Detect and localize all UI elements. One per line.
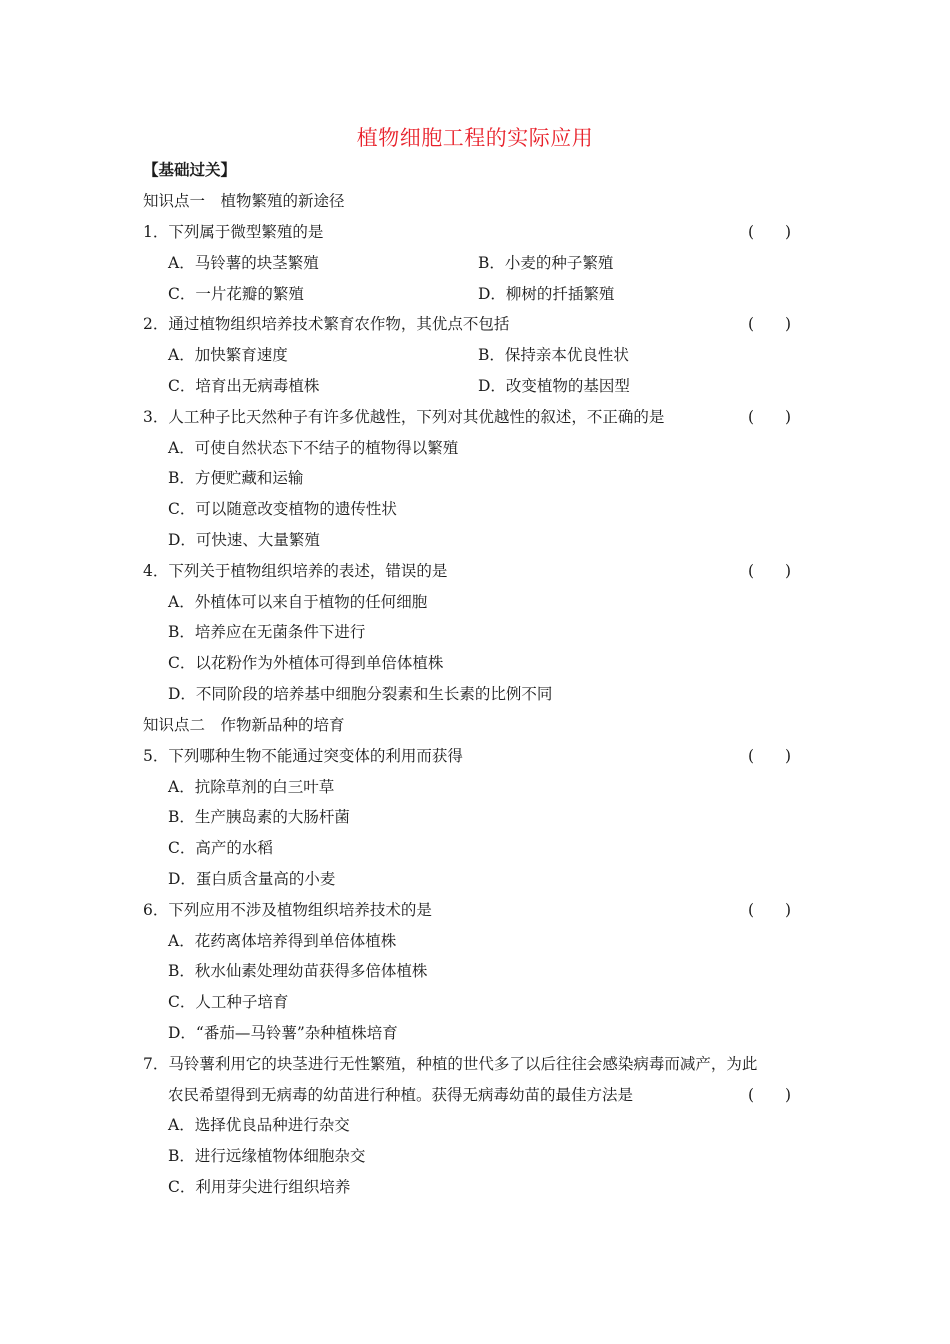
question-5-option-d: D．蛋白质含量高的小麦: [168, 870, 336, 888]
question-2-option-b: B．保持亲本优良性状: [478, 346, 629, 364]
question-5-option-a: A．抗除草剂的白三叶草: [168, 778, 335, 796]
question-6-answer-blank: ( ): [748, 901, 792, 919]
knowledge-point-1: 知识点一 植物繁殖的新途径: [143, 192, 345, 210]
question-1-option-b: B．小麦的种子繁殖: [478, 254, 614, 272]
question-4-answer-blank: ( ): [748, 562, 792, 580]
question-5-answer-blank: ( ): [748, 747, 792, 765]
question-5-option-b: B．生产胰岛素的大肠杆菌: [168, 808, 350, 826]
question-3-stem: 3．人工种子比天然种子有许多优越性，下列对其优越性的叙述，不正确的是: [143, 408, 665, 426]
question-6-option-a: A．花药离体培养得到单倍体植株: [168, 932, 397, 950]
question-6-stem: 6．下列应用不涉及植物组织培养技术的是: [143, 901, 432, 919]
question-2-option-c: C．培育出无病毒植株: [168, 377, 320, 395]
question-3-answer-blank: ( ): [748, 408, 792, 426]
question-7-stem-continued: 农民希望得到无病毒的幼苗进行种植。获得无病毒幼苗的最佳方法是: [168, 1086, 634, 1104]
question-2-option-d: D．改变植物的基因型: [478, 377, 630, 395]
question-1-option-d: D．柳树的扦插繁殖: [478, 285, 615, 303]
page-title: 植物细胞工程的实际应用: [356, 126, 594, 150]
question-5-option-c: C．高产的水稻: [168, 839, 273, 857]
question-5-stem: 5．下列哪种生物不能通过突变体的利用而获得: [143, 747, 463, 765]
question-1-option-a: A．马铃薯的块茎繁殖: [168, 254, 319, 272]
question-6-option-b: B．秋水仙素处理幼苗获得多倍体植株: [168, 962, 428, 980]
question-3-option-a: A．可使自然状态下不结子的植物得以繁殖: [168, 439, 459, 457]
question-3-option-d: D．可快速、大量繁殖: [168, 531, 320, 549]
question-7-option-a: A．选择优良品种进行杂交: [168, 1116, 350, 1134]
question-7-stem: 7．马铃薯利用它的块茎进行无性繁殖，种植的世代多了以后往往会感染病毒而减产，为此: [143, 1055, 758, 1073]
question-4-option-c: C．以花粉作为外植体可得到单倍体植株: [168, 654, 444, 672]
question-2-answer-blank: ( ): [748, 315, 792, 333]
question-4-option-b: B．培养应在无菌条件下进行: [168, 623, 366, 641]
question-6-option-d: D．“番茄—马铃薯”杂种植株培育: [168, 1024, 398, 1042]
knowledge-point-2: 知识点二 作物新品种的培育: [143, 716, 345, 734]
question-4-option-d: D．不同阶段的培养基中细胞分裂素和生长素的比例不同: [168, 685, 553, 703]
question-3-option-b: B．方便贮藏和运输: [168, 469, 304, 487]
question-3-option-c: C．可以随意改变植物的遗传性状: [168, 500, 397, 518]
question-7-option-b: B．进行远缘植物体细胞杂交: [168, 1147, 366, 1165]
question-4-option-a: A．外植体可以来自于植物的任何细胞: [168, 593, 428, 611]
question-1-answer-blank: ( ): [748, 223, 792, 241]
section-label: 【基础过关】: [143, 160, 237, 179]
question-2-option-a: A．加快繁育速度: [168, 346, 288, 364]
question-7-answer-blank: ( ): [748, 1086, 792, 1104]
question-1-option-c: C．一片花瓣的繁殖: [168, 285, 304, 303]
question-6-option-c: C．人工种子培育: [168, 993, 289, 1011]
question-7-option-c: C．利用芽尖进行组织培养: [168, 1178, 351, 1196]
question-1-stem: 1．下列属于微型繁殖的是: [143, 223, 324, 241]
question-4-stem: 4．下列关于植物组织培养的表述，错误的是: [143, 562, 448, 580]
question-2-stem: 2．通过植物组织培养技术繁育农作物，其优点不包括: [143, 315, 510, 333]
